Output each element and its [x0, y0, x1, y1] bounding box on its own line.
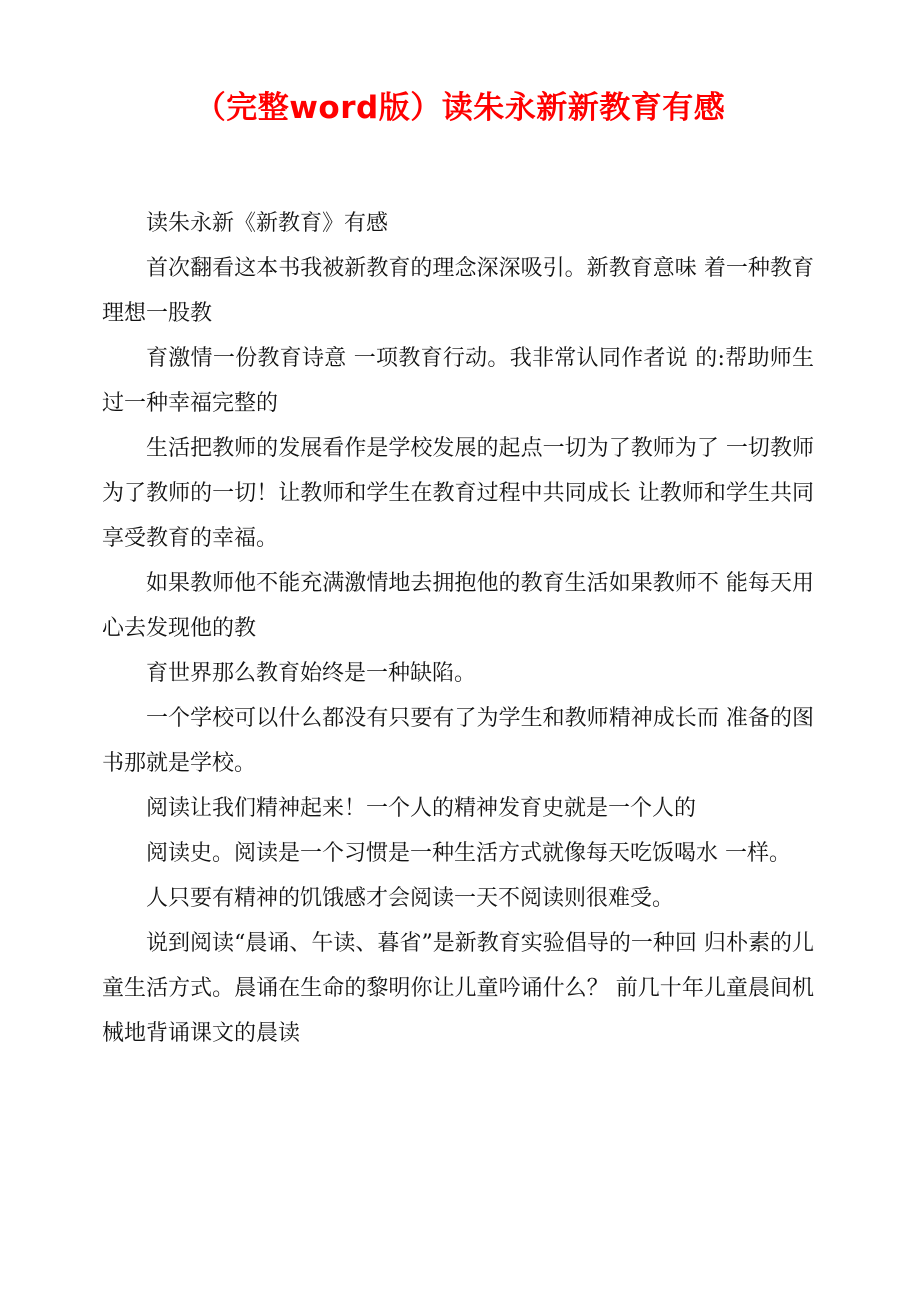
document-body [102, 201, 814, 1056]
paragraph: 阅读让我们精神起来！一个人的精神发育史就是一个人的 [146, 796, 697, 821]
paragraph: 首次翻看这本书我被新教育的理念深深吸引。新教育意味 着一种教育理想一股教 [102, 256, 814, 326]
paragraph: 育激情一份教育诗意 一项教育行动。我非常认同作者说 的:帮助师生过一种幸福完整的 [102, 346, 814, 416]
document-title: （完整word版）读朱永新新教育有感 [194, 90, 726, 126]
paragraph: 说到阅读“晨诵、午读、暮省”是新教育实验倡导的一种回 归朴素的儿童生活方式。晨诵在生命的黎明你让儿童吟诵什么？ 前几十年儿童晨间机械地背诵课文的晨读 [102, 931, 814, 1046]
paragraph: 人只要有精神的饥饿感才会阅读一天不阅读则很难受。 [146, 886, 675, 911]
paragraph: 生活把教师的发展看作是学校发展的起点一切为了教师为了 一切教师为了教师的一切！让教师和学生在教育过程中共同成长 让教师和学生共同享受教育的幸福。 [102, 436, 814, 551]
paragraph: 读朱永新《新教育》有感 [146, 211, 389, 236]
paragraph: 阅读史。阅读是一个习惯是一种生活方式就像每天吃饭喝水 一样。 [146, 841, 791, 866]
paragraph: 如果教师他不能充满激情地去拥抱他的教育生活如果教师不 能每天用心去发现他的教 [102, 571, 814, 641]
paragraph: 育世界那么教育始终是一种缺陷。 [146, 661, 477, 686]
paragraph: 一个学校可以什么都没有只要有了为学生和教师精神成长而 准备的图书那就是学校。 [102, 706, 814, 776]
